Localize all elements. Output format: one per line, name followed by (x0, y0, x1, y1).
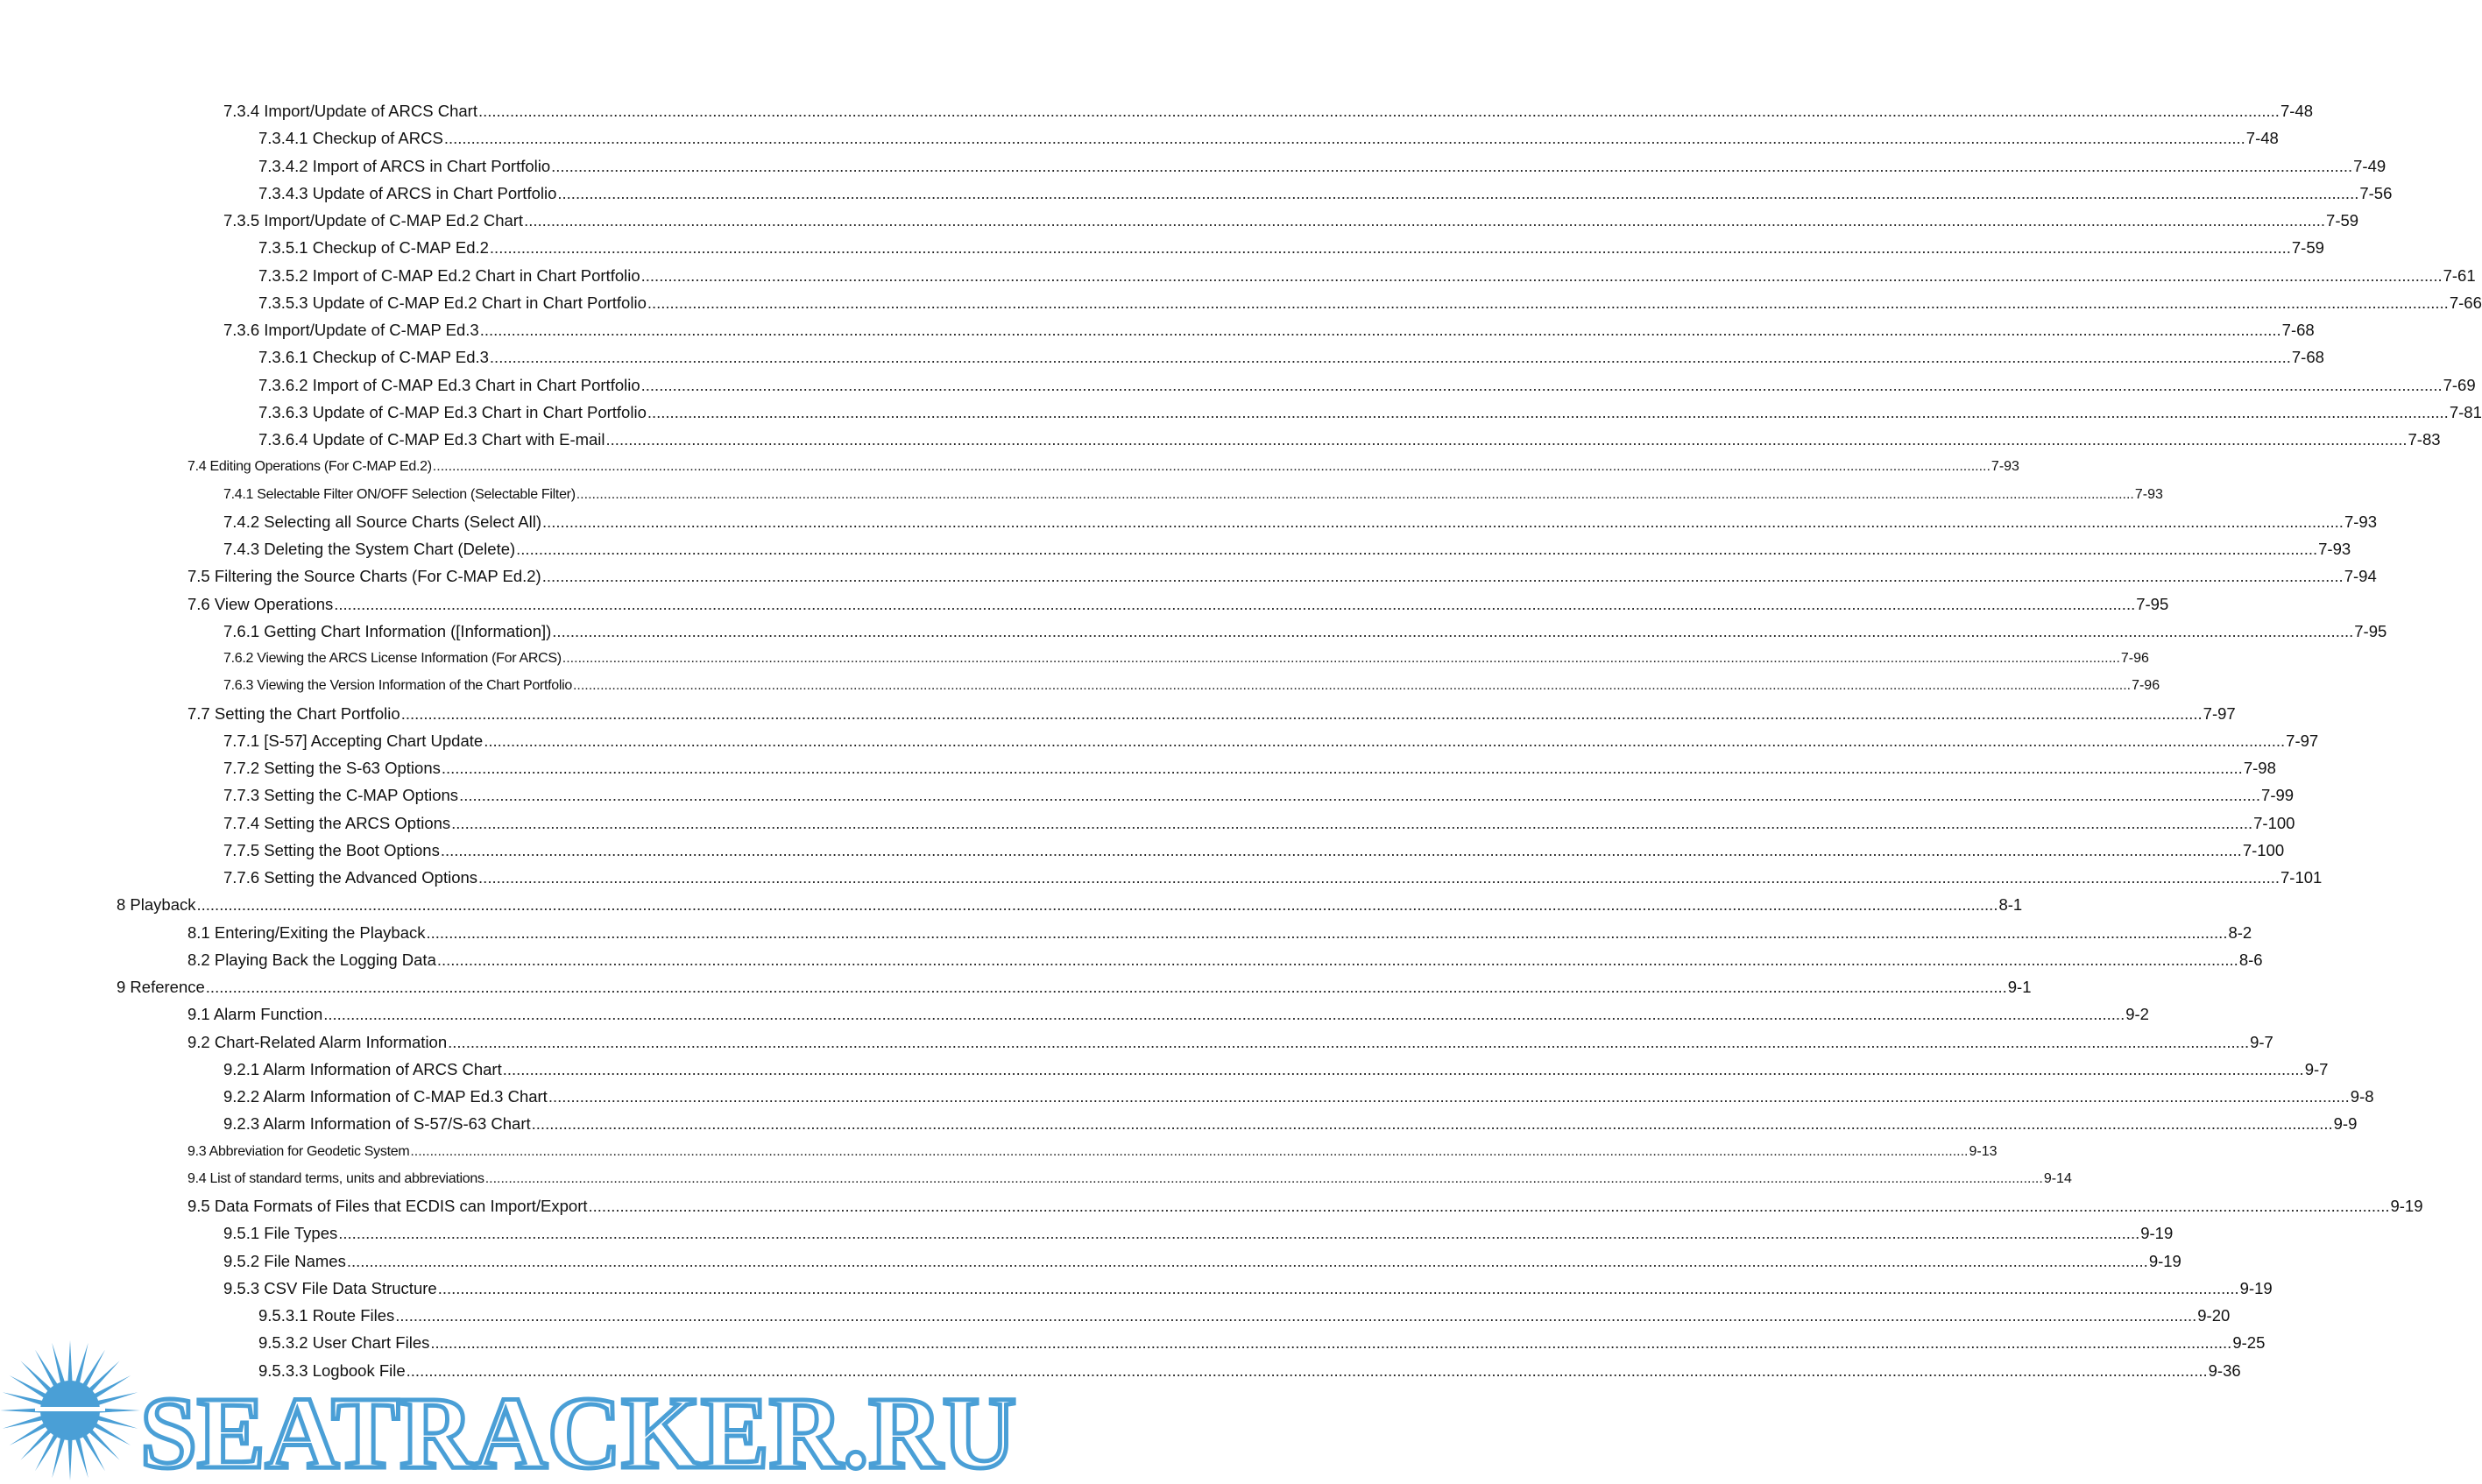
toc-entry[interactable] (187, 593, 2169, 616)
toc-entry-page: 9-19 (2148, 1251, 2181, 1270)
toc-entry-page: 7-59 (2326, 211, 2359, 230)
dot-leader: ................................................................................................................................................................................................................................................................................................................................................................................................................ (605, 430, 2408, 449)
toc-entry-page: 7-81 (2449, 402, 2482, 421)
toc-entry-title: 7.3.4.2 Import of ARCS in Chart Portfolio (258, 156, 551, 175)
toc-entry-page: 7-98 (2243, 759, 2276, 777)
toc-entry-page: 7-93 (2134, 486, 2163, 502)
dot-leader: ................................................................................................................................................................................................................................................................................................................................................................................................................ (647, 402, 2449, 421)
watermark (0, 1327, 1049, 1484)
dot-leader: ................................................................................................................................................................................................................................................................................................................................................................................................................ (479, 321, 2281, 339)
toc-entry-page: 9-13 (1969, 1143, 1998, 1159)
toc-entry-title: 7.3.5.2 Import of C-MAP Ed.2 Chart in Chart Portfolio (258, 265, 640, 285)
toc-entry-title: 7.3.4.3 Update of ARCS in Chart Portfolio (258, 183, 557, 202)
dot-leader: ................................................................................................................................................................................................................................................................................................................................................................................................................ (426, 922, 2228, 942)
toc-entry[interactable] (223, 647, 2149, 670)
toc-entry[interactable] (258, 155, 2387, 178)
toc-entry-page: 9-20 (2197, 1306, 2231, 1325)
toc-entry-title: 7.3.6.3 Update of C-MAP Ed.3 Chart in Chart Portfolio (258, 402, 647, 421)
toc-entry-title: 9.5.3 CSV File Data Structure (223, 1278, 437, 1297)
toc-entry-title: 7.4.2 Selecting all Source Charts (Select All) (223, 512, 541, 531)
toc-entry-page: 7-83 (2408, 430, 2441, 449)
toc-entry[interactable] (223, 538, 2351, 561)
sun-ray (20, 1360, 53, 1393)
sun-ray (87, 1360, 119, 1393)
toc-entry[interactable] (223, 675, 2160, 697)
dot-leader: ................................................................................................................................................................................................................................................................................................................................................................................................................ (443, 129, 2245, 148)
toc-entry-title: 7.3.4 Import/Update of ARCS Chart (223, 102, 477, 120)
toc-entry-page: 9-36 (2208, 1360, 2241, 1380)
toc-entry-page: 9-8 (2350, 1087, 2374, 1106)
dot-leader: ................................................................................................................................................................................................................................................................................................................................................................................................................ (406, 1360, 2208, 1380)
toc-entry-title: 7.3.4.1 Checkup of ARCS (258, 129, 443, 148)
dot-leader: ................................................................................................................................................................................................................................................................................................................................................................................................................ (588, 1197, 2390, 1215)
toc-entry-page: 7-97 (2286, 731, 2319, 750)
toc-entry-title: 9.5 Data Formats of Files that ECDIS can Import/Export (187, 1197, 588, 1215)
toc-entry[interactable] (223, 866, 2323, 889)
toc-entry-page: 7-49 (2353, 156, 2387, 175)
toc-entry[interactable] (117, 894, 2023, 916)
toc-entry[interactable] (258, 127, 2279, 150)
dot-leader: ................................................................................................................................................................................................................................................................................................................................................................................................................ (489, 238, 2291, 258)
dot-leader: ................................................................................................................................................................................................................................................................................................................................................................................................................ (395, 1306, 2197, 1325)
dot-leader: ................................................................................................................................................................................................................................................................................................................................................................................................................ (323, 1005, 2125, 1024)
toc-entry[interactable] (187, 1141, 1998, 1163)
dot-leader: ................................................................................................................................................................................................................................................................................................................................................................................................................ (531, 1114, 2333, 1134)
toc-entry[interactable] (258, 1304, 2231, 1327)
dot-leader: ................................................................................................................................................................................................................................................................................................................................................................................................................ (576, 486, 2134, 502)
toc-entry-title: 9.5.3.3 Logbook File (258, 1360, 406, 1380)
toc-entry-title: 7.6 View Operations (187, 594, 334, 613)
toc-entry-title: 9.5.2 File Names (223, 1251, 346, 1270)
toc-entry-title: 7.6.3 Viewing the Version Information of the Chart Portfolio (223, 678, 572, 694)
toc-entry-page: 7-68 (2281, 321, 2315, 339)
toc-entry-page: 8-1 (1998, 895, 2023, 915)
toc-entry-title: 7.7.5 Setting the Boot Options (223, 840, 440, 859)
dot-leader: ................................................................................................................................................................................................................................................................................................................................................................................................................ (572, 678, 2132, 694)
dot-leader: ................................................................................................................................................................................................................................................................................................................................................................................................................ (432, 459, 1991, 475)
toc-entry-title: 7.7.2 Setting the S-63 Options (223, 759, 441, 777)
toc-entry[interactable] (258, 265, 2476, 287)
toc-entry-page: 9-19 (2239, 1278, 2273, 1297)
toc-entry-page: 7-99 (2261, 786, 2295, 805)
toc-entry[interactable] (223, 484, 2163, 506)
toc-entry-page: 7-96 (2132, 678, 2160, 694)
toc-entry-title: 7.3.6 Import/Update of C-MAP Ed.3 (223, 321, 479, 339)
dot-leader: ................................................................................................................................................................................................................................................................................................................................................................................................................ (516, 540, 2318, 558)
toc-entry-title: 7.6.1 Getting Chart Information ([Information]) (223, 621, 552, 640)
toc-entry-title: 9 Reference (117, 978, 205, 996)
dot-leader: ................................................................................................................................................................................................................................................................................................................................................................................................................ (647, 293, 2449, 312)
toc-entry-title: 9.5.3.2 User Chart Files (258, 1333, 430, 1353)
toc-entry-title: 7.7 Setting the Chart Portfolio (187, 703, 400, 723)
toc-entry-title: 9.5.1 File Types (223, 1224, 338, 1243)
toc-entry-page: 7-66 (2449, 293, 2482, 312)
toc-entry-title: 7.4.1 Selectable Filter ON/OFF Selection (Selectable Filter) (223, 486, 576, 502)
toc-entry[interactable] (258, 428, 2441, 451)
toc-entry-page: 9-25 (2232, 1333, 2266, 1353)
toc-entry[interactable] (187, 1003, 2149, 1026)
toc-entry-page: 9-7 (2250, 1032, 2273, 1051)
toc-entry-title: 9.1 Alarm Function (187, 1005, 323, 1024)
toc-entry-title: 7.7.1 [S-57] Accepting Chart Update (223, 731, 484, 750)
dot-leader: ................................................................................................................................................................................................................................................................................................................................................................................................................ (459, 786, 2261, 805)
dot-leader: ................................................................................................................................................................................................................................................................................................................................................................................................................ (552, 621, 2354, 640)
dot-leader: ................................................................................................................................................................................................................................................................................................................................................................................................................ (196, 895, 1998, 915)
toc-entry-page: 7-95 (2354, 621, 2387, 640)
toc-entry-title: 9.2.3 Alarm Information of S-57/S-63 Chart (223, 1114, 531, 1134)
toc-entry-page: 7-96 (2120, 651, 2149, 666)
toc-entry-page: 7-94 (2344, 567, 2377, 586)
toc-entry[interactable] (258, 374, 2476, 397)
dot-leader: ................................................................................................................................................................................................................................................................................................................................................................................................................ (541, 567, 2344, 586)
toc-entry-page: 7-48 (2245, 129, 2279, 148)
dot-leader: ................................................................................................................................................................................................................................................................................................................................................................................................................ (484, 731, 2286, 750)
dot-leader: ................................................................................................................................................................................................................................................................................................................................................................................................................ (640, 375, 2443, 394)
toc-entry[interactable] (223, 1085, 2374, 1108)
sun-ray (67, 1340, 72, 1384)
toc-entry-page: 7-95 (2136, 594, 2169, 613)
toc-entry[interactable] (187, 565, 2377, 588)
sun-ray (20, 1427, 53, 1459)
toc-entry[interactable] (187, 703, 2236, 725)
toc-entry[interactable] (187, 1031, 2273, 1054)
toc-entry[interactable] (223, 1058, 2329, 1081)
dot-leader: ................................................................................................................................................................................................................................................................................................................................................................................................................ (410, 1143, 1969, 1159)
dot-leader: ................................................................................................................................................................................................................................................................................................................................................................................................................ (562, 651, 2120, 666)
toc-entry-title: 9.3 Abbreviation for Geodetic System (187, 1143, 410, 1159)
dot-leader: ................................................................................................................................................................................................................................................................................................................................................................................................................ (334, 594, 2136, 613)
toc-entry-title: 7.3.5.3 Update of C-MAP Ed.2 Chart in Chart Portfolio (258, 293, 647, 312)
toc-entry-page: 7-56 (2359, 183, 2393, 202)
toc-entry[interactable] (223, 1113, 2358, 1135)
dot-leader: ................................................................................................................................................................................................................................................................................................................................................................................................................ (440, 840, 2242, 859)
dot-leader: ................................................................................................................................................................................................................................................................................................................................................................................................................ (551, 156, 2353, 175)
dot-leader: ................................................................................................................................................................................................................................................................................................................................................................................................................ (205, 978, 2007, 996)
toc-entry[interactable] (223, 100, 2313, 123)
toc-entry-title: 7.4 Editing Operations (For C-MAP Ed.2) (187, 459, 432, 475)
dot-leader: ................................................................................................................................................................................................................................................................................................................................................................................................................ (502, 1059, 2304, 1078)
dot-leader: ................................................................................................................................................................................................................................................................................................................................................................................................................ (548, 1087, 2350, 1106)
toc-entry-title: 9.2.2 Alarm Information of C-MAP Ed.3 Chart (223, 1087, 548, 1106)
toc-entry-title: 7.7.3 Setting the C-MAP Options (223, 786, 459, 805)
toc-entry-title: 9.2 Chart-Related Alarm Information (187, 1032, 448, 1051)
toc-entry-page: 7-93 (2344, 512, 2377, 531)
dot-leader: ................................................................................................................................................................................................................................................................................................................................................................................................................ (640, 265, 2443, 285)
dot-leader: ................................................................................................................................................................................................................................................................................................................................................................................................................ (437, 1278, 2239, 1297)
toc-entry-page: 7-68 (2291, 348, 2324, 367)
toc-entry-title: 9.5.3.1 Route Files (258, 1306, 395, 1325)
toc-entry-page: 9-7 (2304, 1059, 2329, 1078)
dot-leader: ................................................................................................................................................................................................................................................................................................................................................................................................................ (451, 813, 2253, 832)
watermark-text: SEATRACKER.RU (140, 1375, 1016, 1484)
dot-leader: ................................................................................................................................................................................................................................................................................................................................................................................................................ (477, 102, 2280, 120)
toc-entry[interactable] (187, 949, 2263, 972)
toc-entry[interactable] (258, 237, 2324, 259)
toc-entry[interactable] (223, 812, 2295, 835)
toc-entry-page: 7-101 (2280, 868, 2323, 887)
toc-entry-page: 7-69 (2443, 375, 2476, 394)
toc-entry[interactable] (258, 292, 2482, 314)
toc-entry[interactable] (223, 1222, 2174, 1245)
toc-entry-page: 7-100 (2242, 840, 2285, 859)
sun-ray (87, 1427, 119, 1459)
dot-leader: ................................................................................................................................................................................................................................................................................................................................................................................................................ (557, 183, 2359, 202)
dot-leader: ................................................................................................................................................................................................................................................................................................................................................................................................................ (346, 1251, 2148, 1270)
toc-entry-title: 7.3.5 Import/Update of C-MAP Ed.2 Chart (223, 211, 524, 230)
dot-leader: ................................................................................................................................................................................................................................................................................................................................................................................................................ (524, 211, 2326, 230)
toc-entry-page: 7-93 (1991, 459, 2019, 475)
toc-entry-title: 7.3.6.1 Checkup of C-MAP Ed.3 (258, 348, 489, 367)
toc-entry[interactable] (187, 1168, 2072, 1191)
toc-entry-title: 7.7.4 Setting the ARCS Options (223, 813, 451, 832)
toc-entry-page: 9-14 (2043, 1170, 2072, 1186)
toc-entry[interactable] (223, 757, 2276, 780)
toc-entry-title: 7.3.5.1 Checkup of C-MAP Ed.2 (258, 238, 489, 258)
sun-horizon (35, 1407, 105, 1411)
toc-entry-title: 8.2 Playing Back the Logging Data (187, 950, 436, 969)
toc-entry[interactable] (117, 976, 2032, 999)
toc-entry[interactable] (187, 922, 2252, 944)
toc-entry-title: 7.3.6.4 Update of C-MAP Ed.3 Chart with E-mail (258, 430, 605, 449)
toc-entry[interactable] (223, 511, 2377, 534)
toc-entry[interactable] (223, 839, 2285, 862)
toc-entry[interactable] (223, 730, 2319, 753)
toc-entry-page: 7-48 (2280, 102, 2313, 120)
toc-entry-title: 7.3.6.2 Import of C-MAP Ed.3 Chart in Chart Portfolio (258, 375, 640, 394)
toc-entry-page: 9-2 (2125, 1005, 2149, 1024)
toc-entry-title: 7.5 Filtering the Source Charts (For C-MAP Ed.2) (187, 567, 541, 586)
dot-leader: ................................................................................................................................................................................................................................................................................................................................................................................................................ (541, 512, 2344, 531)
toc-entry[interactable] (223, 620, 2387, 643)
toc-entry-title: 7.6.2 Viewing the ARCS License Information (For ARCS) (223, 651, 562, 666)
toc-entry[interactable] (258, 401, 2482, 424)
toc-entry-page: 7-59 (2291, 238, 2324, 258)
toc-entry-page: 7-93 (2318, 540, 2351, 558)
toc-entry[interactable] (258, 182, 2393, 205)
toc-entry[interactable] (223, 209, 2359, 232)
toc-entry-page: 9-19 (2390, 1197, 2423, 1215)
toc-entry-page: 9-19 (2140, 1224, 2174, 1243)
toc-entry-title: 8.1 Entering/Exiting the Playback (187, 922, 426, 942)
dot-leader: ................................................................................................................................................................................................................................................................................................................................................................................................................ (436, 950, 2238, 969)
dot-leader: ................................................................................................................................................................................................................................................................................................................................................................................................................ (400, 703, 2203, 723)
toc-entry[interactable] (223, 1250, 2181, 1273)
toc-entry[interactable] (258, 346, 2324, 369)
dot-leader: ................................................................................................................................................................................................................................................................................................................................................................................................................ (441, 759, 2243, 777)
sun-icon (0, 1340, 140, 1480)
toc-entry-page: 8-2 (2228, 922, 2252, 942)
toc-entry-title: 8 Playback (117, 895, 196, 915)
toc-entry-page: 9-1 (2007, 978, 2032, 996)
toc-entry-title: 7.7.6 Setting the Advanced Options (223, 868, 478, 887)
toc-entry-page: 7-61 (2443, 265, 2476, 285)
toc-entry[interactable] (223, 784, 2295, 807)
toc-entry[interactable] (187, 456, 2019, 478)
dot-leader: ................................................................................................................................................................................................................................................................................................................................................................................................................ (478, 868, 2280, 887)
toc-entry-page: 8-6 (2238, 950, 2263, 969)
toc-entry-title: 7.4.3 Deleting the System Chart (Delete) (223, 540, 516, 558)
dot-leader: ................................................................................................................................................................................................................................................................................................................................................................................................................ (430, 1333, 2232, 1353)
toc-entry-page: 7-97 (2203, 703, 2236, 723)
toc-entry-title: 9.4 List of standard terms, units and abbreviations (187, 1170, 484, 1186)
dot-leader: ................................................................................................................................................................................................................................................................................................................................................................................................................ (338, 1224, 2140, 1243)
toc-entry-title: 9.2.1 Alarm Information of ARCS Chart (223, 1059, 502, 1078)
dot-leader: ................................................................................................................................................................................................................................................................................................................................................................................................................ (484, 1170, 2043, 1186)
sun-ray (67, 1437, 72, 1480)
toc-entry[interactable] (187, 1195, 2423, 1218)
toc-entry-page: 7-100 (2253, 813, 2295, 832)
dot-leader: ................................................................................................................................................................................................................................................................................................................................................................................................................ (489, 348, 2291, 367)
toc-entry-page: 9-9 (2333, 1114, 2358, 1134)
toc-entry[interactable] (223, 1277, 2273, 1300)
dot-leader: ................................................................................................................................................................................................................................................................................................................................................................................................................ (448, 1032, 2250, 1051)
toc-entry[interactable] (223, 319, 2315, 342)
